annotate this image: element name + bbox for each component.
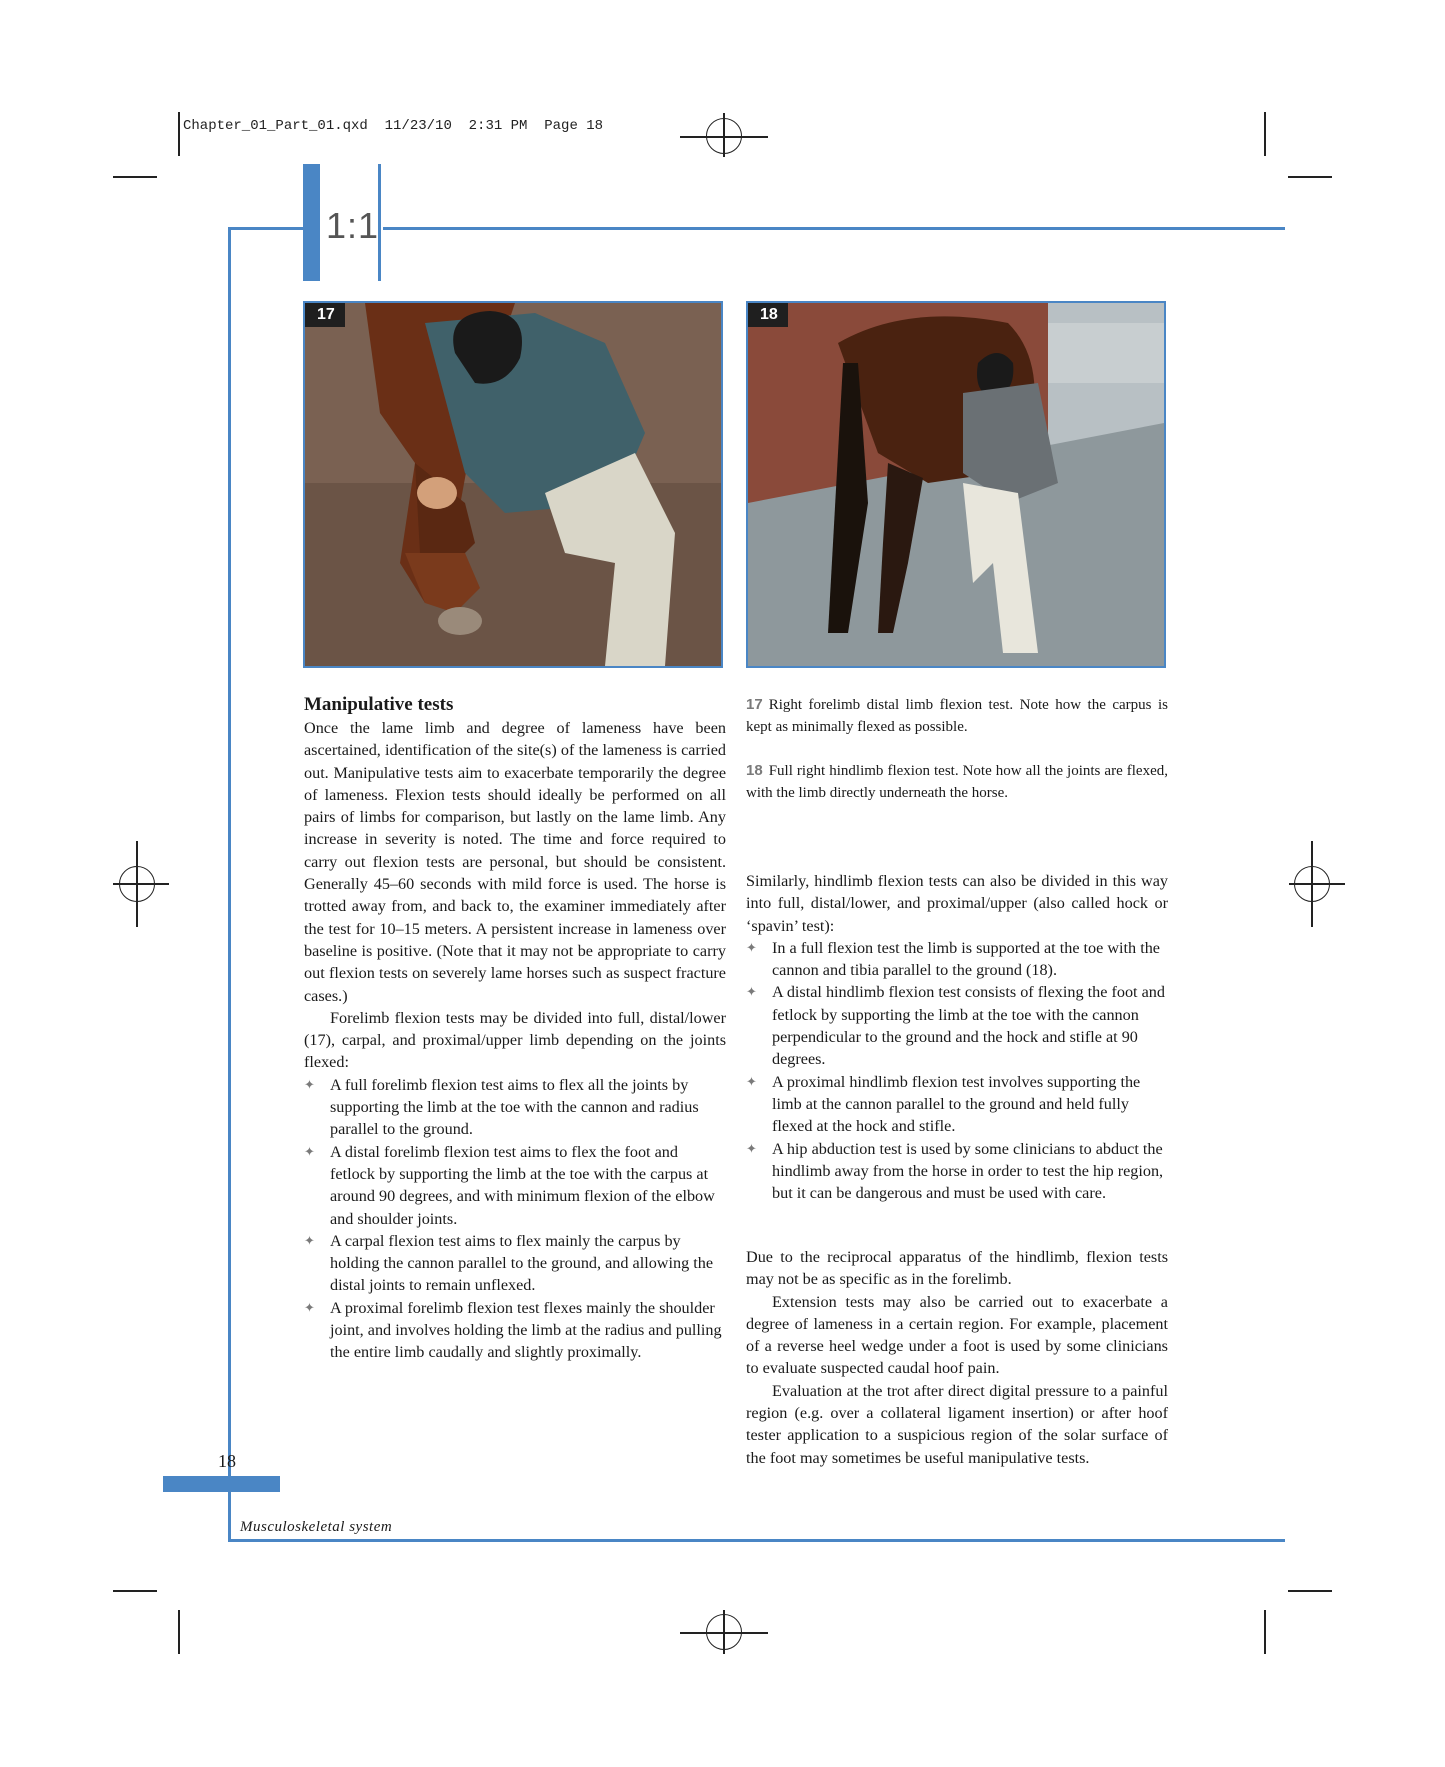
left-column (304, 693, 726, 1364)
list-item: ✦ A distal forelimb flexion test aims to flex the foot and fetlock by supporting the limb at the toe with the carpus at around 90 degrees, and with minimum flexion of the elbow and shoulder joints. (304, 1141, 726, 1230)
registration-mark (119, 866, 155, 902)
right-column-top (746, 870, 1168, 1204)
right-column-bottom (746, 1246, 1168, 1469)
crop-mark (1288, 176, 1332, 178)
running-footer: Musculoskeletal system (240, 1519, 393, 1535)
horse-forelimb-flexion-photo (305, 303, 721, 666)
printer-slug: Chapter_01_Part_01.qxd 11/23/10 2:31 PM Page 18 (183, 118, 604, 134)
registration-mark (706, 1614, 742, 1650)
figure-captions (746, 694, 1168, 804)
registration-mark (1294, 866, 1330, 902)
list-item: ✦ In a full flexion test the limb is supported at the toe with the cannon and tibia parallel to the ground (18). (746, 937, 1168, 982)
crop-mark (113, 1590, 157, 1592)
caption-number: 18 (746, 762, 763, 779)
caption-18 (746, 760, 1168, 804)
caption-number: 17 (746, 696, 763, 713)
frame-bottom-rule (228, 1539, 1285, 1542)
registration-mark (706, 118, 742, 154)
paragraph: Once the lame limb and degree of lameness have been ascertained, identification of the site(s) of the lameness is carried out. Manipulative tests aim to exacerbate temporarily the degree of lameness. Flexion tests should ideally be performed on all pairs of limbs for comparison, but lastly on the lame limb. Any increase in severity is noted. The time and force required to carry out flexion tests are personal, but should be consistent. Generally 45–60 seconds with mild force is used. The horse is trotted away from, and back to, the examiner immediately after the test for 10–15 meters. A persistent increase in lameness over baseline is positive. (Note that it may not be appropriate to carry out flexion tests on severely lame horses such as suspect fracture cases.) (304, 719, 726, 1005)
list-item: ✦ A hip abduction test is used by some clinicians to abduct the hindlimb away from the horse in order to test the hip region, but it can be dangerous and must be used with care. (746, 1138, 1168, 1205)
forelimb-test-list (304, 1074, 726, 1364)
list-item: ✦ A distal hindlimb flexion test consists of flexing the foot and fetlock by supporting the limb at the toe with the cannon perpendicular to the ground and the hock and stifle at 90 degrees. (746, 981, 1168, 1070)
crop-mark (113, 176, 157, 178)
frame-left-rule (228, 227, 231, 1542)
paragraph: Extension tests may also be carried out to exacerbate a degree of lameness in a certain region. For example, placement of a reverse heel wedge under a foot is used by some clinicians to evaluate suspected caudal hoof pain. (746, 1292, 1168, 1378)
section-heading: Manipulative tests (304, 694, 454, 715)
paragraph: Due to the reciprocal apparatus of the hindlimb, flexion tests may not be as specific as in the forelimb. (746, 1248, 1168, 1289)
figure-17 (303, 301, 723, 668)
paragraph: Forelimb flexion tests may be divided into full, distal/lower (17), carpal, and proximal/upper limb depending on the joints flexed: (304, 1008, 726, 1072)
crop-mark (178, 1610, 180, 1654)
crop-mark (1264, 112, 1266, 156)
horse-hindlimb-flexion-photo (748, 303, 1164, 666)
crop-mark (1288, 1590, 1332, 1592)
crop-mark (1264, 1610, 1266, 1654)
figure-badge: 18 (748, 303, 788, 327)
chapter-number: 1:1 (326, 205, 380, 246)
figure-badge: 17 (305, 303, 345, 327)
page-number-bar (163, 1476, 280, 1492)
list-item: ✦ A full forelimb flexion test aims to flex all the joints by supporting the limb at the toe with the cannon and radius parallel to the ground. (304, 1074, 726, 1141)
caption-text: Right forelimb distal limb flexion test. Note how the carpus is kept as minimally flexed as possible. (746, 697, 1168, 735)
caption-17 (746, 694, 1168, 738)
frame-top-left-rule (228, 227, 305, 230)
page-number: 18 (218, 1451, 236, 1471)
list-item: ✦ A proximal hindlimb flexion test involves supporting the limb at the cannon parallel to the ground and held fully flexed at the hock and stifle. (746, 1071, 1168, 1138)
list-item: ✦ A proximal forelimb flexion test flexes mainly the shoulder joint, and involves holding the limb at the radius and pulling the entire limb caudally and slightly proximally. (304, 1297, 726, 1364)
paragraph: Evaluation at the trot after direct digital pressure to a painful region (e.g. over a collateral ligament insertion) or after hoof tester application to a suspicious region of the solar surface of the foot may sometimes be useful manipulative tests. (746, 1381, 1168, 1467)
crop-mark (178, 112, 180, 156)
caption-text: Full right hindlimb flexion test. Note how all the joints are flexed, with the limb directly underneath the horse. (746, 763, 1168, 801)
chapter-tab-bar (303, 164, 320, 281)
figure-18 (746, 301, 1166, 668)
frame-top-rule (383, 227, 1285, 230)
hindlimb-test-list (746, 937, 1168, 1205)
list-item: ✦ A carpal flexion test aims to flex mainly the carpus by holding the cannon parallel to the ground, and allowing the distal joints to remain unflexed. (304, 1230, 726, 1297)
paragraph: Similarly, hindlimb flexion tests can also be divided in this way into full, distal/lower, and proximal/upper (also called hock or ‘spavin’ test): (746, 872, 1168, 935)
